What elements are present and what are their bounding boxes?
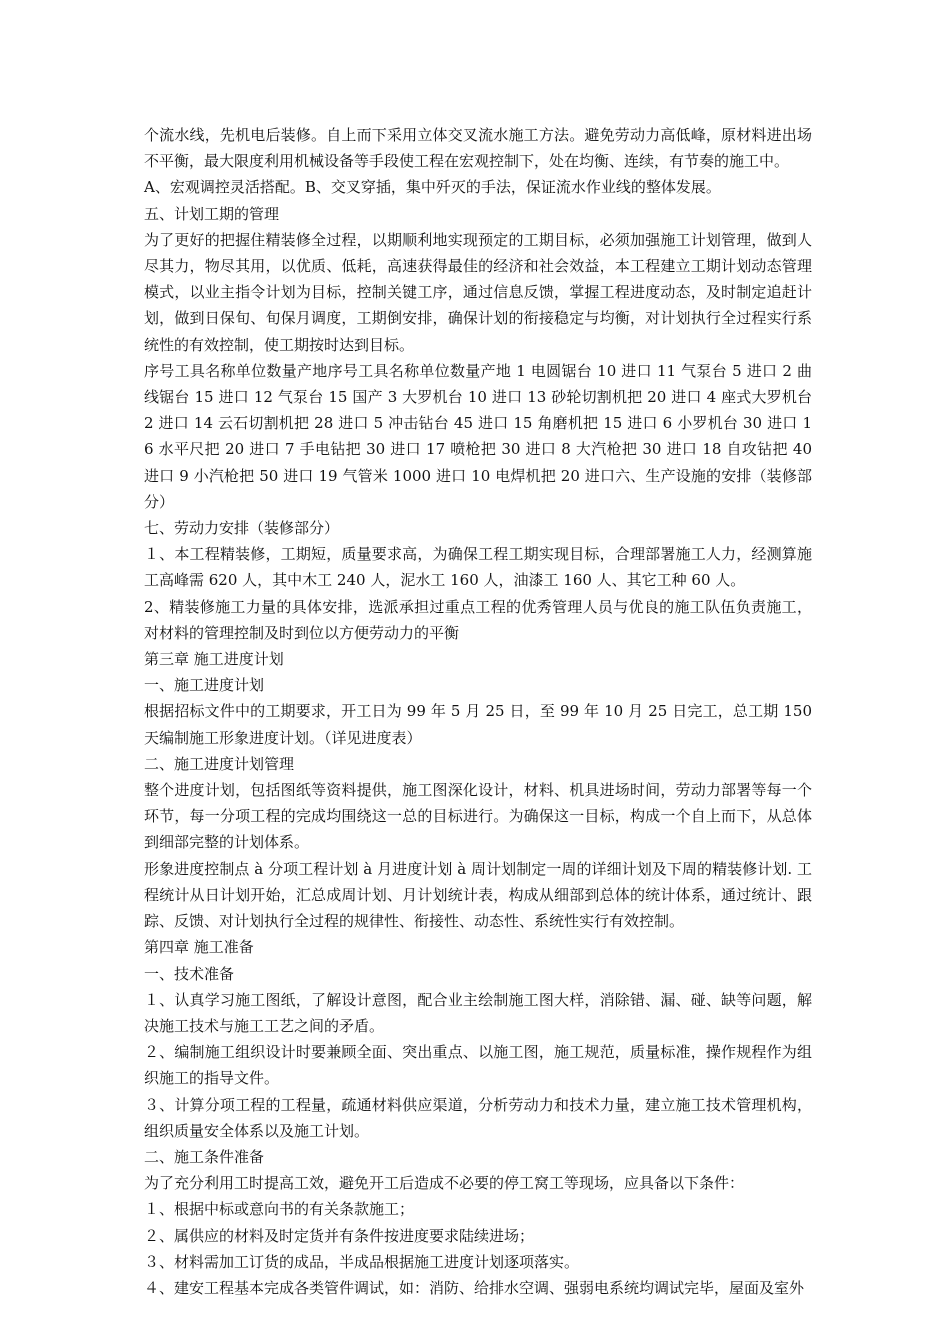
paragraph-3: 为了更好的把握住精装修全过程，以期顺利地实现预定的工期目标，必须加强施工计划管理，做到人尽其力，物尽其用，以优质、低耗，高速获得最佳的经济和社会效益，本工程建立工期计划动态管理模式，以业主指令计划为目标，控制关键工序，通过信息反馈，掌握工程进度动态，及时制定追赶计划，做到日保旬、旬保月调度，工期倒安排，确保计划的衔接稳定与均衡，对计划执行全过程实行系统性的有效控制，使工期按时达到目标。 (144, 230, 812, 354)
paragraph-22: ２、属供应的材料及时定货并有条件按进度要求陆续进场； (144, 1226, 535, 1245)
paragraph-24: ４、建安工程基本完成各类管件调试，如：消防、给排水空调、强弱电系统均调试完毕，屋面及室外 (144, 1278, 805, 1297)
paragraph-21: １、根据中标或意向书的有关条款施工； (144, 1200, 415, 1219)
document-body (144, 122, 812, 1301)
paragraph-23: ３、材料需加工订货的成品，半成品根据施工进度计划逐项落实。 (144, 1252, 580, 1271)
chapter-heading: 第四章 施工准备 (144, 938, 254, 957)
paragraph-18: ３、计算分项工程的工程量，疏通材料供应渠道，分析劳动力和技术力量，建立施工技术管理机构，组织质量安全体系以及施工计划。 (144, 1095, 812, 1140)
paragraph-0: 个流水线，先机电后装修。自上而下采用立体交叉流水施工方法。避免劳动力高低峰，原材料进出场不平衡，最大限度利用机械设备等手段使工程在宏观控制下，处在均衡、连续，有节奏的施工中。 (144, 126, 812, 171)
section-heading: 五、计划工期的管理 (144, 204, 280, 223)
section-heading: 一、施工进度计划 (144, 676, 265, 695)
section-heading: 一、技术准备 (144, 964, 235, 983)
paragraph-7: 2、精装修施工力量的具体安排，选派承担过重点工程的优秀管理人员与优良的施工队伍负责施工，对材料的管理控制及时到位以方便劳动力的平衡 (144, 597, 812, 642)
section-heading: 二、施工进度计划管理 (144, 754, 295, 773)
paragraph-12: 整个进度计划，包括图纸等资料提供，施工图深化设计，材料、机具进场时间，劳动力部署等每一个环节，每一分项工程的完成均围绕这一总的目标进行。为确保这一目标，构成一个自上而下，从总体到细部完整的计划体系。 (144, 781, 812, 852)
section-heading: 二、施工条件准备 (144, 1147, 265, 1166)
paragraph-6: １、本工程精装修，工期短，质量要求高，为确保工程工期实现目标，合理部署施工人力，经测算施工高峰需 620 人，其中木工 240 人，泥水工 160 人，油漆工 160 人、其它工种 60 人。 (144, 545, 812, 590)
paragraph-13: 形象进度控制点 à 分项工程计划 à 月进度计划 à 周计划制定一周的详细计划及下周的精装修计划. 工程统计从日计划开始，汇总成周计划、月计划统计表，构成从细部到总体的统计体系，通过统计、跟踪、反馈、对计划执行全过程的规律性、衔接性、动态性、系统性实行有效控制。 (144, 859, 812, 931)
paragraph-10: 根据招标文件中的工期要求，开工日为 99 年 5 月 25 日，至 99 年 10 月 25 日完工，总工期 150 天编制施工形象进度计划。（详见进度表） (144, 702, 812, 747)
tool-list-paragraph: 序号工具名称单位数量产地序号工具名称单位数量产地 1 电圆锯台 10 进口 11 气泵台 5 进口 2 曲线锯台 15 进口 12 气泵台 15 国产 3 大罗机台 10 进口 13 砂轮切割机把 20 进口 4 座式大罗机台 2 进口 14 云石切割机把 28 进口 5 冲击钻台 45 进口 15 角磨机把 15 进口 6 小罗机台 30 进口 16 水平尺把 20 进口 7 手电钻把 30 进口 17 喷枪把 30 进口 8 大汽枪把 30 进口 18 自攻钻把 40 进口 9 小汽枪把 50 进口 19 气管米 1000 进口 10 电焊机把 20 进口六、生产设施的安排（装修部分） (144, 361, 812, 511)
paragraph-16: １、认真学习施工图纸，了解设计意图，配合业主绘制施工图大样，消除错、漏、碰、缺等问题，解决施工技术与施工工艺之间的矛盾。 (144, 990, 812, 1035)
paragraph-17: ２、编制施工组织设计时要兼顾全面、突出重点、以施工图，施工规范，质量标准，操作规程作为组织施工的指导文件。 (144, 1043, 812, 1088)
section-heading: 七、劳动力安排（装修部分） (144, 519, 340, 538)
paragraph-20: 为了充分利用工时提高工效，避免开工后造成不必要的停工窝工等现场，应具备以下条件： (144, 1174, 745, 1193)
paragraph-1: A、宏观调控灵活搭配。B、交叉穿插，集中歼灭的手法，保证流水作业线的整体发展。 (144, 178, 721, 197)
chapter-heading: 第三章 施工进度计划 (144, 650, 284, 669)
